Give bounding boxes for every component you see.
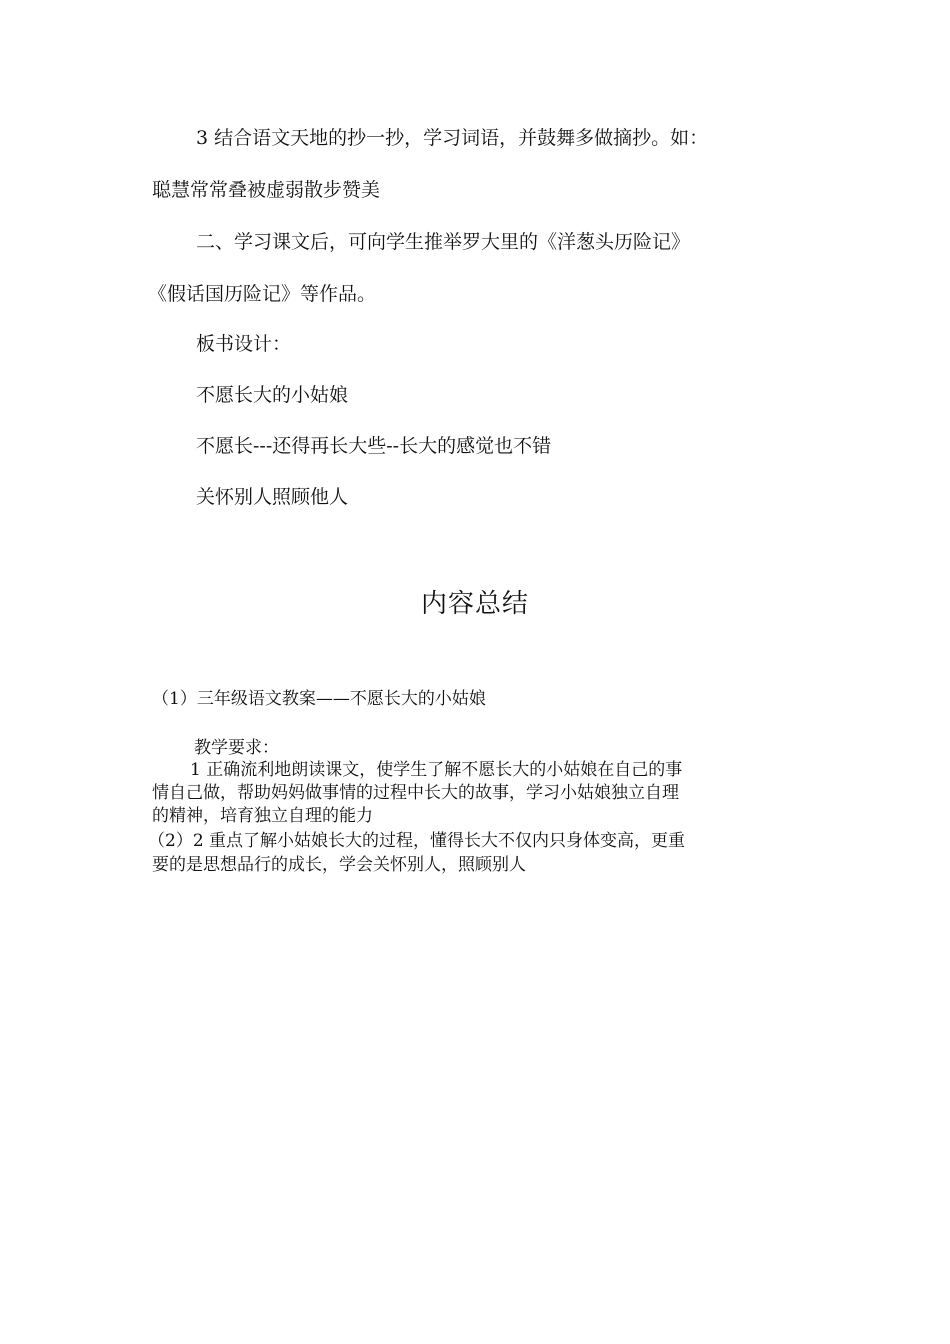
requirement-line: 1 正确流利地朗读课文，使学生了解不愿长大的小姑娘在自己的事: [190, 760, 683, 780]
requirement-line: 情自己做，帮助妈妈做事情的过程中长大的故事，学习小姑娘独立自理: [152, 783, 679, 803]
board-design-line: 关怀别人照顾他人: [196, 486, 349, 508]
summary-item: （2）2 重点了解小姑娘长大的过程，懂得长大不仅内只身体变高，更重: [148, 831, 686, 851]
requirements-label: 教学要求：: [194, 738, 279, 758]
board-design-label: 板书设计：: [196, 333, 292, 355]
summary-heading: 内容总结: [420, 589, 529, 619]
board-design-line: 不愿长---还得再长大些--长大的感觉也不错: [196, 435, 552, 457]
paragraph-line: 二、学习课文后，可向学生推举罗大里的《洋葱头历险记》: [196, 231, 691, 253]
paragraph-line: 聪慧常常叠被虚弱散步赞美: [152, 179, 381, 201]
paragraph-line: 《假话国历险记》等作品。: [148, 283, 377, 305]
paragraph-line: 3 结合语文天地的抄一抄，学习词语，并鼓舞多做摘抄。如：: [196, 127, 709, 149]
board-design-title: 不愿长大的小姑娘: [196, 384, 349, 406]
requirement-line: 的精神，培育独立自理的能力: [152, 806, 373, 826]
summary-item: （1）三年级语文教案——不愿长大的小姑娘: [152, 689, 486, 709]
summary-item-continued: 要的是思想品行的成长，学会关怀别人，照顾别人: [152, 855, 526, 875]
